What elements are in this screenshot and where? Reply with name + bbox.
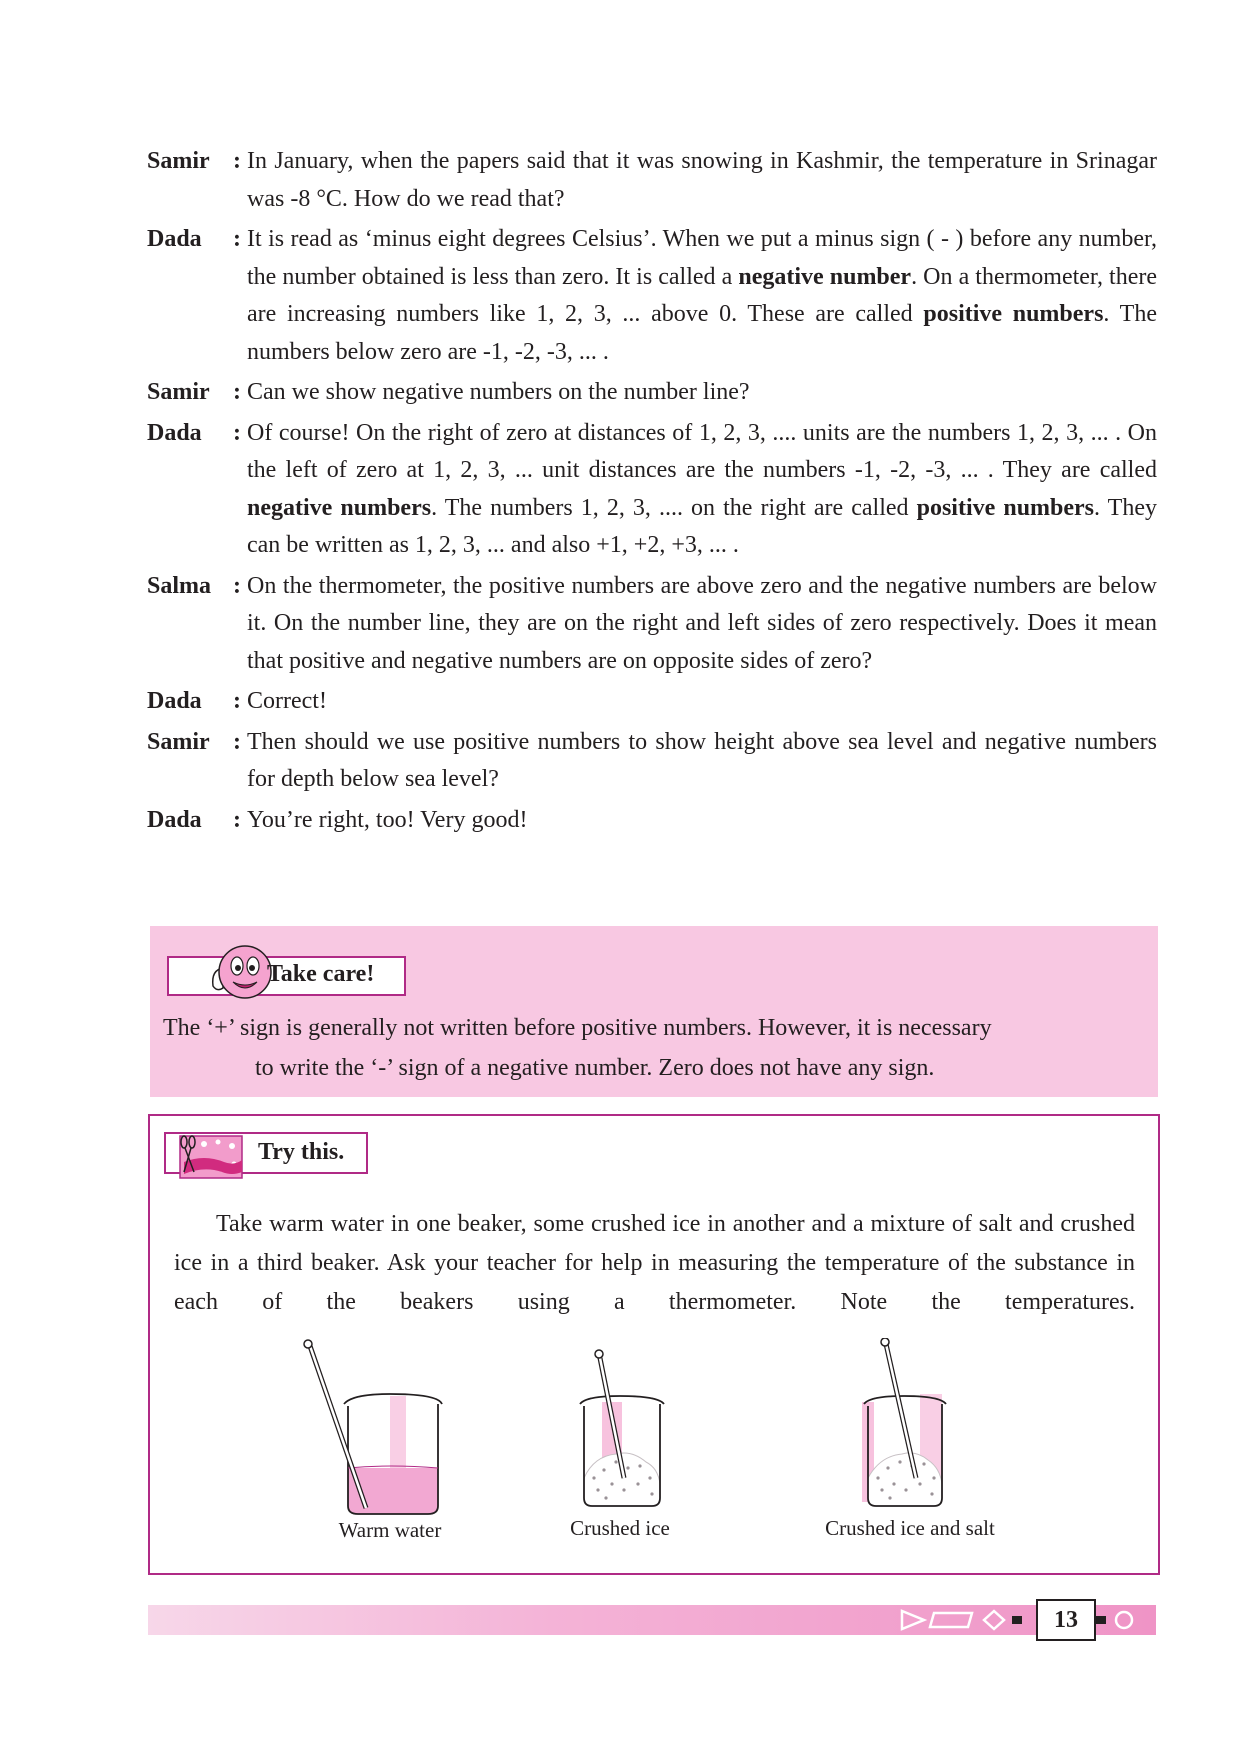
try-this-text: Take warm water in one beaker, some crushed ice in another and a mixture of salt and crushed ice in a third beaker. Ask your teacher for help in measuring the temperature of the substance in each of the beakers using a thermometer. Note the temperatures. bbox=[174, 1211, 1135, 1315]
dialogue-turn bbox=[147, 683, 1157, 721]
beaker-crushed-ice-and-salt bbox=[790, 1338, 1030, 1540]
speech-text: It is read as ‘minus eight degrees Celsius’. When we put a minus sign ( - ) before any number, the number obtained is less than zero. It is called a negative number. On a thermometer, there are increasing numbers like 1, 2, 3, ... above 0. These are called positive numbers. The numbers below zero are -1, -2, -3, ... . bbox=[247, 226, 1157, 365]
speaker-name: Samir bbox=[147, 148, 210, 174]
speaker-name: Dada bbox=[147, 688, 202, 714]
key-term: negative numbers bbox=[247, 494, 432, 521]
speaker-colon: : bbox=[233, 226, 241, 252]
try-this-title: Try this. bbox=[258, 1139, 345, 1165]
dialogue bbox=[147, 143, 1157, 842]
key-term: positive numbers bbox=[923, 301, 1104, 327]
beaker-crushed-ice-icon bbox=[520, 1338, 720, 1518]
key-term: positive numbers bbox=[916, 494, 1095, 521]
speaker-colon: : bbox=[233, 379, 241, 405]
take-care-box bbox=[150, 926, 1158, 1097]
dialogue-turn bbox=[147, 221, 1157, 371]
beaker-warm-water-icon bbox=[290, 1338, 490, 1518]
dialogue-turn bbox=[147, 724, 1157, 799]
speech-text: Then should we use positive numbers to show height above sea level and negative numbers for depth below sea level? bbox=[247, 728, 1157, 792]
beaker-crushed-ice-and-salt-icon bbox=[790, 1338, 1030, 1518]
dialogue-turn bbox=[147, 568, 1157, 681]
dialogue-turn bbox=[147, 374, 1157, 412]
beaker-crushed-ice bbox=[520, 1338, 720, 1540]
speech-text: In January, when the papers said that it was snowing in Kashmir, the temperature in Srinagar was -8 °C. How do we read that? bbox=[247, 148, 1157, 212]
speaker-name: Dada bbox=[147, 226, 202, 252]
take-care-line: to write the ‘-’ sign of a negative number. Zero does not have any sign. bbox=[255, 1055, 935, 1081]
beaker-caption: Warm water bbox=[338, 1518, 442, 1542]
try-this-box bbox=[148, 1114, 1160, 1575]
scissors-ribbon-icon bbox=[174, 1132, 248, 1188]
speaker-colon: : bbox=[233, 728, 241, 755]
speech-text: You’re right, too! Very good! bbox=[247, 806, 528, 833]
speaker-name: Dada bbox=[147, 419, 202, 446]
beaker-warm-water bbox=[290, 1338, 490, 1542]
take-care-line: The ‘+’ sign is generally not written before positive numbers. However, it is necessary bbox=[163, 1015, 992, 1041]
speaker-colon: : bbox=[233, 688, 241, 714]
footer-shapes-icon bbox=[898, 1608, 1156, 1632]
speaker-name: Salma bbox=[147, 572, 212, 599]
page-footer bbox=[148, 1605, 1156, 1635]
speech-text: Of course! On the right of zero at distances of 1, 2, 3, .... units are the numbers 1, 2, 3, ... . On the left of zero at 1, 2, 3, ... unit distances are the numbers -1, -2, -3, ... . They are called negative numbers. The numbers 1, 2, 3, .... on the right are called positive numbers. They can be written as 1, 2, 3, ... and also +1, +2, +3, ... . bbox=[247, 419, 1157, 558]
dialogue-turn bbox=[147, 802, 1157, 840]
beaker-caption: Crushed ice and salt bbox=[825, 1516, 995, 1540]
page-number: 13 bbox=[1036, 1599, 1096, 1641]
speech-text: Correct! bbox=[247, 688, 327, 714]
take-care-heading bbox=[167, 956, 387, 994]
take-care-text bbox=[163, 1008, 1145, 1088]
speaker-name: Dada bbox=[147, 806, 202, 833]
speaker-name: Samir bbox=[147, 379, 210, 405]
take-care-title: Take care! bbox=[267, 961, 375, 987]
speech-text: Can we show negative numbers on the number line? bbox=[247, 379, 750, 405]
speaker-colon: : bbox=[233, 806, 241, 833]
speaker-colon: : bbox=[233, 572, 241, 599]
speaker-colon: : bbox=[233, 148, 241, 174]
dialogue-turn bbox=[147, 143, 1157, 218]
speaker-colon: : bbox=[233, 419, 241, 446]
beaker-caption: Crushed ice bbox=[570, 1516, 670, 1540]
key-term: negative number bbox=[738, 263, 912, 290]
speech-text: On the thermometer, the positive numbers are above zero and the negative numbers are below it. On the number line, they are on the right and left sides of zero respectively. Does it mean that positive and negative numbers are on opposite sides of zero? bbox=[247, 572, 1157, 674]
speaker-name: Samir bbox=[147, 728, 210, 755]
smiley-mascot-icon bbox=[209, 940, 273, 1004]
dialogue-turn bbox=[147, 415, 1157, 565]
